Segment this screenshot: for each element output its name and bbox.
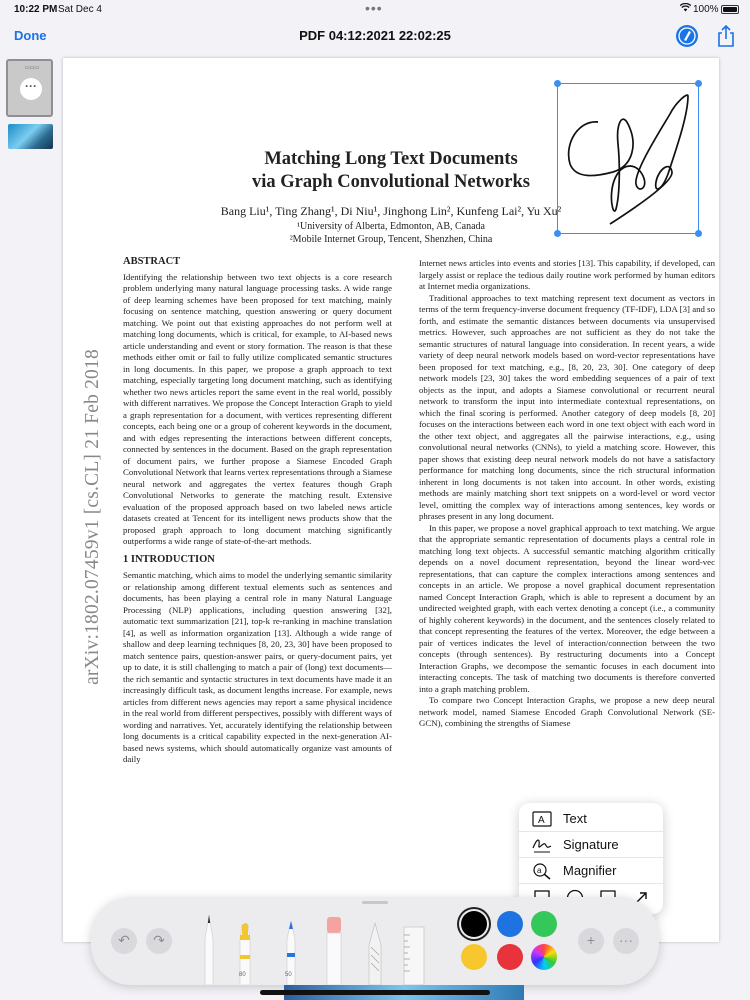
right-paragraph-1: Internet news articles into events and stories [13]. This capability, if developed, can largely assist or replace the tedious daily routine work performed by human editors at Internet media organizations. [419, 258, 715, 291]
signature-icon [531, 836, 553, 854]
battery-percent: 100% [693, 4, 719, 15]
lasso-tool[interactable] [361, 915, 389, 985]
marker-width-label: 80 [239, 972, 246, 978]
menu-item-magnifier-label: Magnifier [563, 863, 617, 878]
color-yellow-swatch[interactable] [461, 944, 487, 970]
pencil-tool[interactable] [277, 915, 305, 985]
undo-icon[interactable]: ↶ [111, 928, 137, 954]
marker-tool[interactable] [231, 915, 259, 985]
affiliation-1: ¹University of Alberta, Edmonton, AB, Canada [297, 221, 485, 232]
right-column [419, 258, 715, 730]
toolbar-grabber[interactable] [362, 901, 388, 904]
home-indicator[interactable] [260, 990, 490, 995]
multitasking-dots-icon[interactable]: ••• [365, 0, 383, 16]
arxiv-identifier: arXiv:1802.07459v1 [cs.CL] 21 Feb 2018 [82, 349, 103, 685]
done-button[interactable]: Done [14, 28, 47, 43]
right-paragraph-4: To compare two Concept Interaction Graphs, we propose a new deep neural network model, named Siamese Encoded Graph Convolutional Network (SE-GCN), combining the strengths of Siamese [419, 695, 715, 728]
more-options-icon[interactable]: ··· [20, 78, 42, 100]
svg-text:A: A [538, 815, 545, 826]
menu-item-magnifier[interactable] [519, 858, 663, 884]
menu-divider [519, 883, 663, 884]
color-red-swatch[interactable] [497, 944, 523, 970]
status-bar [0, 0, 750, 20]
menu-item-text[interactable] [519, 806, 663, 832]
menu-item-signature-label: Signature [563, 837, 619, 852]
menu-item-signature[interactable] [519, 832, 663, 858]
color-black-swatch[interactable] [461, 911, 487, 937]
share-icon[interactable] [716, 24, 736, 48]
markup-toolbar [91, 897, 659, 985]
left-column [123, 256, 392, 766]
battery-icon [721, 5, 739, 14]
right-paragraph-3: In this paper, we propose a novel graphical approach to text matching. We argue that the appropriate semantic representation of documents plays a central role in matching long text objects. A successful semantic matching algorithm critically depends on a novel document representation, beyond the linear word-vec representations, that can capture the complex interactions among sentences and concepts in an article. We propose a novel graphical document representation named Concept Interaction Graph, which is able to represent a document by an undirected weighted graph, with each vertex denoting a concept (i.e., a community of highly coherent keywords) in the document, and the sentences closely related to that concept representing the features of the vertex. Moreover, the edge between a pair of vertices indicates the level of interaction/connection between the two concepts (through sentences). By restructuring documents into a Concept Interaction Graphs, we decompose the semantic focuses in each document into interacting concepts. The task of matching two documents is therefore converted into a graph matching problem. [419, 522, 715, 694]
introduction-heading: 1 INTRODUCTION [123, 553, 215, 565]
right-paragraph-2: Traditional approaches to text matching represent text document as vectors in terms of the term frequency-inverse document frequency (TF-IDF), LDA [3] and so forth, and estimate the semantic distances between documents via unsupervised metrics. However, such approaches are not sufficient as they do not take the semantic structures of natural language into consideration. In recent years, a wide variety of deep neural network models based on word-vector representations have been proposed for text matching, e.g., [8, 20, 23, 30]. One category of deep network models [23, 30] takes the word embedding sequences of a pair of text objects as the input, and adopts a Siamese convolutional or recurrent neural network to transform the input into intermediate contextual representations, on which the final scoring is performed. Another category of deep models [8, 20] focuses on the interactions between each word in one text object with each word in the other text object, and aggregates all the pairwise interactions, e.g., using convolutional neural networks (CNNs), to yield a matching score. However, this paper shows that existing deep neural network models do not have a satisfactory performance for matching long documents, since the rich structural information inherent in long documents is not taken into account. In other words, existing methods are mainly matching short text snippets on a word-level or word vector level, omitting the complex way of interactions among sentences, key words or phrases present in any long document. [419, 292, 715, 521]
eraser-icon [320, 915, 348, 985]
eraser-tool[interactable] [320, 915, 348, 985]
resize-handle-bottom-left[interactable] [554, 230, 561, 237]
page-thumbnail-2[interactable] [8, 124, 53, 149]
wifi-icon [680, 3, 691, 15]
title-line-2: via Graph Convolutional Networks [251, 172, 531, 192]
pencil-width-label: 50 [285, 972, 292, 978]
magnifier-icon [531, 862, 553, 880]
markup-pen-icon[interactable] [676, 25, 698, 47]
resize-handle-top-left[interactable] [554, 80, 561, 87]
status-time: 10:22 PM [14, 4, 58, 15]
page-thumbnail-sidebar [0, 54, 60, 1000]
color-blue-swatch[interactable] [497, 911, 523, 937]
color-green-swatch[interactable] [531, 911, 557, 937]
navigation-bar [0, 20, 750, 54]
more-tools-icon[interactable]: ··· [613, 928, 639, 954]
add-annotation-icon[interactable]: + [578, 928, 604, 954]
document-title: PDF 04:12:2021 22:02:25 [299, 28, 451, 43]
abstract-heading: ABSTRACT [123, 256, 181, 267]
signature-selection-box[interactable] [557, 83, 699, 234]
menu-item-text-label: Text [563, 811, 587, 826]
ruler-tool[interactable] [398, 915, 426, 985]
paper-authors: Bang Liu¹, Ting Zhang¹, Di Niu¹, Jinghong Lin², Kunfeng Lai², Yu Xu² [220, 204, 562, 218]
status-date: Sat Dec 4 [58, 4, 102, 15]
pen-icon [195, 915, 223, 985]
affiliation-2: ²Mobile Internet Group, Tencent, Shenzhen, China [289, 234, 493, 245]
ruler-icon [398, 915, 426, 985]
svg-text:a: a [537, 866, 542, 875]
text-box-icon [531, 810, 553, 828]
signature-drawing [558, 84, 700, 235]
redo-icon[interactable]: ↷ [146, 928, 172, 954]
resize-handle-bottom-right[interactable] [695, 230, 702, 237]
title-line-1: Matching Long Text Documents [264, 149, 518, 169]
resize-handle-top-right[interactable] [695, 80, 702, 87]
lasso-icon [361, 915, 389, 985]
thumbnail-logo: ▭▭▭ [24, 65, 40, 71]
abstract-text: Identifying the relationship between two text objects is a core research problem underlying many natural language processing tasks. A wide range of deep learning schemes have been proposed for text matching, mainly focusing on sentence matching, question answering or query document matching. We point out that existing approaches do not perform well at matching long documents, which is critical, for example, to AI-based news article understanding and event or story formation. The reason is that these methods either omit or fail to fully utilize complicated semantic structures in long documents. In this paper, we propose a graph approach to text matching, especially targeting long document matching, such as identifying whether two news articles report the same event in the real world, possibly with different narratives. We propose the Concept Interaction Graph to yield a graph representation for a document, with vertices representing different concepts, each being one or a group of coherent keywords in the document, and with edges representing the interactions between different concepts, connected by sentences in the document. Based on the graph representation of document pairs, we further propose a Siamese Encoded Graph Convolutional Network that learns vertex representations through a Siamese neural network and aggregates the vertex features though Graph Convolutional Networks to generate the matching result. Extensive evaluation of the proposed approach based on two labeled news article datasets created at Tencent for its intelligent news products show that the proposed graph approach to long document matching significantly outperforms a wide range of state-of-the-art methods. [123, 271, 392, 546]
pen-tool[interactable] [195, 915, 223, 985]
introduction-text: Semantic matching, which aims to model the underlying semantic similarity or relationship among different textual elements such as sentences and documents, has been playing a central role in many Natural Language Processing (NLP) applications, including question answering [32], automatic text summarization [21], top-k re-ranking in machine translation [4], as well as information organization [13]. Although a wide range of shallow and deep learning techniques [8, 20, 23, 30] have been proposed to match sentence pairs, question-answer pairs, or query-document pairs, yet up to date, it is still challenging to match a pair of (long) text documents—the rich semantic and syntactic structures in text documents have made it an increasingly difficult task, as document lengths increase. For example, news articles from different news agencies may report a same physical incidence in the real world from different perspectives, possibly with different ways of wording and narratives. Yet, accurately identifying the relationship between long documents is a critical capability expected in the next-generation AI-based news systems, which should automatically organize vast amounts of daily [123, 570, 392, 764]
page-thumbnail-1[interactable] [6, 59, 53, 117]
color-picker-icon[interactable] [531, 944, 557, 970]
